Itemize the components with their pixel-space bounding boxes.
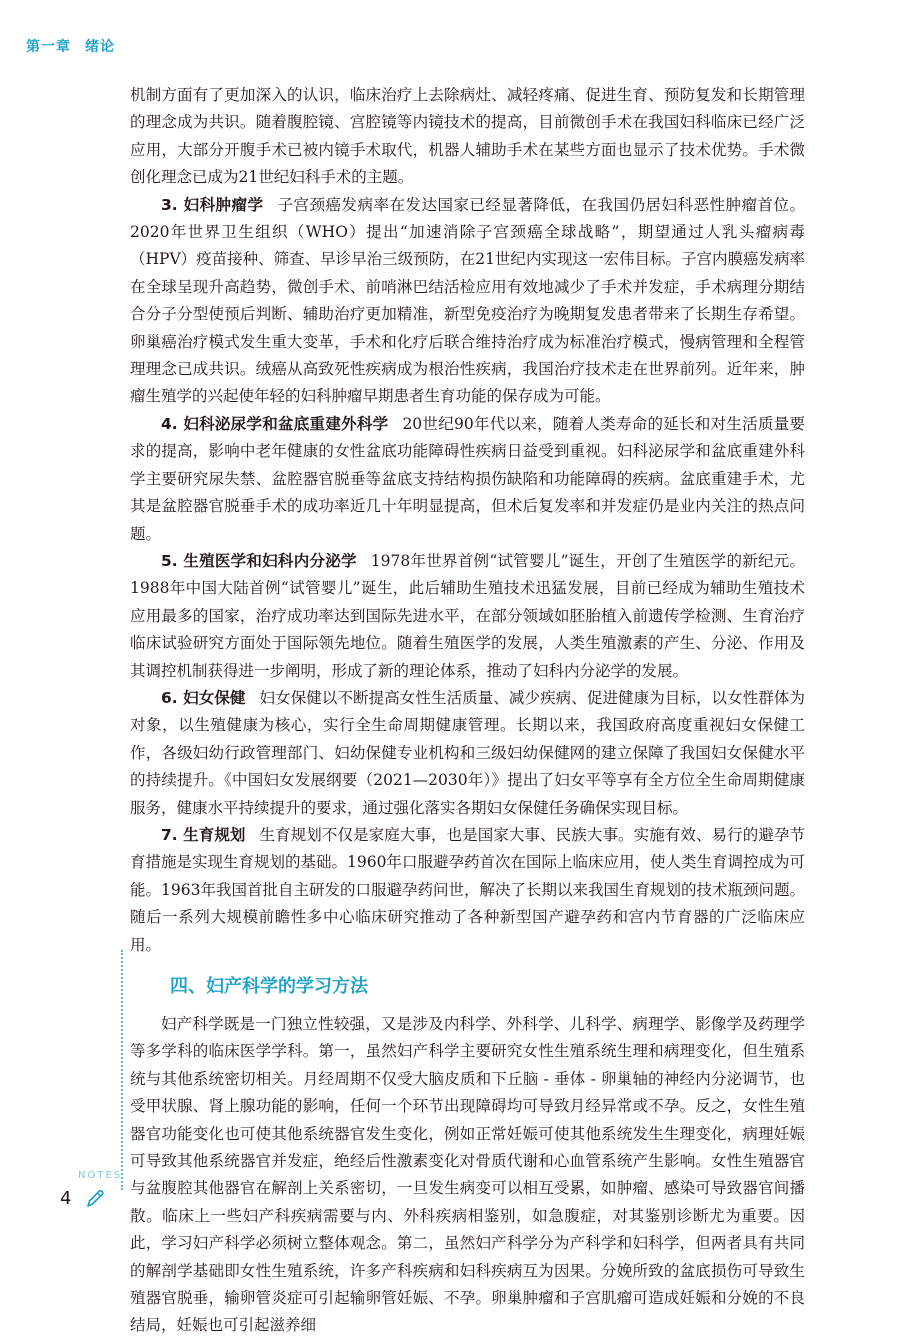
item-text: 1978年世界首例“试管婴儿”诞生，开创了生殖医学的新纪元。1988年中国大陆首例“试管婴儿”诞生，此后辅助生殖技术迅猛发展，目前已经成为辅助生殖技术应用最多的国家，治疗成功率达到国际先进水平，在部分领域如胚胎植入前遗传学检测、生育治疗临床试验研究方面处于国际领先地位。随着生殖医学的发展，人类生殖激素的产生、分泌、作用及其调控机制获得进一步阐明，形成了新的理论体系，推动了妇科内分泌学的发展。 — [130, 551, 806, 680]
item-gynecologic-oncology — [130, 192, 805, 411]
running-header — [26, 36, 115, 56]
item-title: 6. 妇女保健 — [161, 688, 246, 707]
item-title: 4. 妇科泌尿学和盆底重建外科学 — [161, 414, 389, 433]
section-paragraph: 妇产科学既是一门独立性较强，又是涉及内科学、外科学、儿科学、病理学、影像学及药理学等多学科的临床医学学科。第一，虽然妇产科学主要研究女性生殖系统生理和病理变化，但生殖系统与其他系统密切相关。月经周期不仅受大脑皮质和下丘脑 - 垂体 - 卵巢轴的神经内分泌调节，也受甲状腺、肾上腺功能的影响，任何一个环节出现障碍均可导致月经异常或不孕。反之，女性生殖器官功能变化也可使其他系统器官发生变化，例如正常妊娠可使其他系统发生生理变化，病理妊娠可导致其他系统器官并发症，绝经后性激素变化对骨质代谢和心血管系统产生影响。女性生殖器官与盆腹腔其他器官在解剖上关系密切，一旦发生病变可以相互受累，如肿瘤、感染可导致器官间播散。临床上一些妇产科疾病需要与内、外科疾病相鉴别，如急腹症，对其鉴别诊断尤为重要。因此，学习妇产科学必须树立整体观念。第二，虽然妇产科学分为产科学和妇科学，但两者具有共同的解剖学基础即女性生殖系统，许多产科疾病和妇科疾病互为因果。分娩所致的盆底损伤可导致生殖器官脱垂，输卵管炎症可引起输卵管妊娠、不孕。卵巢肿瘤和子宫肌瘤可造成妊娠和分娩的不良结局，妊娠也可引起滋养细 — [130, 1015, 805, 1335]
chapter-title: 绪论 — [85, 39, 115, 55]
page-body — [130, 82, 805, 1340]
notes-label: NOTES — [78, 1170, 123, 1181]
item-text: 生育规划不仅是家庭大事，也是国家大事、民族大事。实施有效、易行的避孕节育措施是实现生育规划的基础。1960年口服避孕药首次在国际上临床应用，使人类生育调控成为可能。1963年我国首批自主研发的口服避孕药问世，解决了长期以来我国生育规划的技术瓶颈问题。随后一系列大规模前瞻性多中心临床研究推动了各种新型国产避孕药和宫内节育器的广泛临床应用。 — [130, 825, 805, 954]
intro-paragraph: 机制方面有了更加深入的认识，临床治疗上去除病灶、减轻疼痛、促进生育、预防复发和长期管理的理念成为共识。随着腹腔镜、宫腔镜等内镜技术的提高，目前微创手术在我国妇科临床已经广泛应用，大部分开腹手术已被内镜手术取代，机器人辅助手术在某些方面也显示了技术优势。手术微创化理念已成为21世纪妇科手术的主题。 — [130, 86, 805, 187]
item-title: 5. 生殖医学和妇科内分泌学 — [161, 551, 357, 570]
item-text: 20世纪90年代以来，随着人类寿命的延长和对生活质量要求的提高，影响中老年健康的女性盆底功能障碍性疾病日益受到重视。妇科泌尿学和盆底重建外科学主要研究尿失禁、盆腔器官脱垂等盆底支持结构损伤缺陷和功能障碍的疾病。盆底重建手术，尤其是盆腔器官脱垂手术的成功率近几十年明显提高，但术后复发率和并发症仍是业内关注的热点问题。 — [130, 414, 805, 543]
notes-divider — [121, 950, 123, 1190]
item-reproductive-medicine — [130, 548, 805, 685]
item-title: 3. 妇科肿瘤学 — [161, 195, 264, 214]
item-text: 妇女保健以不断提高女性生活质量、减少疾病、促进健康为目标，以女性群体为对象，以生殖健康为核心，实行全生命周期健康管理。长期以来，我国政府高度重视妇女保健工作，各级妇幼行政管理部门、妇幼保健专业机构和三级妇幼保健网的建立保障了我国妇女保健水平的持续提升。《中国妇女发展纲要（2021—2030年）》提出了妇女平等享有全方位全生命周期健康服务，健康水平持续提升的要求，通过强化落实各期妇女保健任务确保实现目标。 — [130, 688, 805, 817]
item-urogynecology — [130, 411, 805, 548]
section-heading: 四、妇产科学的学习方法 — [170, 976, 368, 997]
item-text: 子宫颈癌发病率在发达国家已经显著降低，在我国仍居妇科恶性肿瘤首位。2020年世界卫生组织（WHO）提出“加速消除子宫颈癌全球战略”，期望通过人乳头瘤病毒（HPV）疫苗接种、筛查、早诊早治三级预防，在21世纪内实现这一宏伟目标。子宫内膜癌发病率在全球呈现升高趋势，微创手术、前哨淋巴结活检应用有效地减少了手术并发症，手术病理分期结合分子分型使预后判断、辅助治疗更加精准，新型免疫治疗为晚期复发患者带来了长期生存希望。卵巢癌治疗模式发生重大变革，手术和化疗后联合维持治疗成为标准治疗模式，慢病管理和全程管理理念已成共识。绒癌从高致死性疾病成为根治性疾病，我国治疗技术走在世界前列。近年来，肿瘤生殖学的兴起使年轻的妇科肿瘤早期患者生育功能的保存成为可能。 — [130, 195, 805, 406]
pencil-icon — [84, 1188, 106, 1210]
chapter-label: 第一章 — [26, 39, 71, 55]
page-number: 4 — [60, 1188, 72, 1209]
item-title: 7. 生育规划 — [161, 825, 246, 844]
item-family-planning — [130, 822, 805, 959]
item-womens-health — [130, 685, 805, 822]
